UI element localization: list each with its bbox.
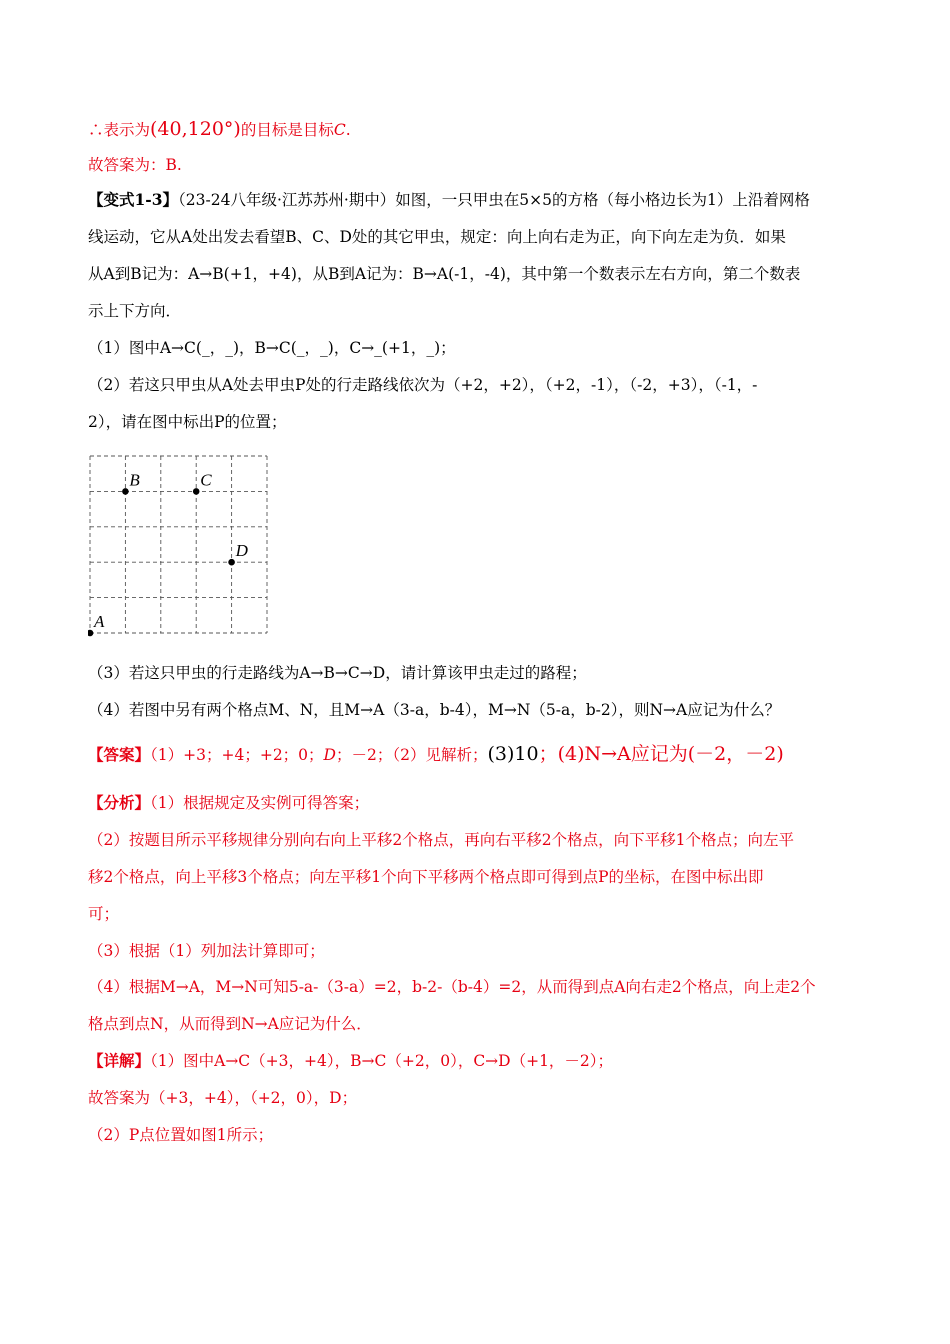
conclusion-prefix: ∴表示为	[88, 121, 151, 139]
answer-part-4: ；(4)N→A应记为(－2，－2)	[538, 743, 784, 765]
detail-line-2: 故答案为（+3，+4），（+2，0），D；	[88, 1089, 358, 1107]
answer-part-1: （1）+3；+4；+2；0；	[150, 746, 324, 764]
grid-point-c	[193, 488, 200, 495]
analysis-line-4: 可；	[88, 905, 120, 923]
detail-line-1	[88, 1050, 613, 1072]
answer-tag: 【答案】	[88, 745, 151, 764]
analysis-line-3: 移2个格点，向上平移3个格点；向左平移1个向下平移两个格点即可得到点P的坐标，在图中标出即	[88, 868, 764, 886]
analysis-line-1	[88, 792, 369, 814]
answer-b-line: 故答案为：B.	[88, 156, 182, 174]
grid-label-a: A	[94, 612, 105, 631]
conclusion-line	[88, 118, 351, 141]
grid-figure	[88, 454, 278, 638]
question-2-line-1: （2）若这只甲虫从A处去甲虫P处的行走路线依次为（+2，+2），（+2，-1），（-2，+3），（-1，-	[88, 376, 758, 394]
grid-label-d: D	[235, 541, 248, 561]
question-1: （1）图中A→C(_，_)，B→C(_，_)，C→_(+1，_)；	[88, 339, 456, 357]
conclusion-end: .	[345, 121, 351, 139]
problem-intro-line-1	[88, 189, 810, 211]
analysis-line-6: （4）根据M→A，M→N可知5-a-（3-a）=2，b-2-（b-4）=2，从而得到点A向右走2个格点，向上走2个	[88, 978, 816, 996]
grid-point-d	[228, 559, 235, 566]
detail-text-1: （1）图中A→C（+3，+4），B→C（+2，0），C→D（+1，－2）；	[150, 1052, 614, 1070]
problem-intro-line-2: 线运动，它从A处出发去看望B、C、D处的其它甲虫，规定：向上向右走为正，向下向左走为负．如果	[88, 228, 786, 246]
question-4: （4）若图中另有两个格点M、N，且M→A（3-a，b-4），M→N（5-a，b-2），则N→A应记为什么？	[88, 701, 781, 719]
detail-tag: 【详解】	[88, 1051, 151, 1070]
problem-intro-1: （23-24八年级·江苏苏州·期中）如图，一只甲虫在5×5的方格（每小格边长为1）上沿着网格	[178, 191, 810, 209]
analysis-line-2: （2）按题目所示平移规律分别向右向上平移2个格点，再向右平移2个格点，向下平移1个格点；向左平	[88, 831, 794, 849]
analysis-line-7: 格点到点N，从而得到N→A应记为什么．	[88, 1015, 372, 1033]
question-3: （3）若这只甲虫的行走路线为A→B→C→D，请计算该甲虫走过的路程；	[88, 664, 587, 682]
conclusion-coord: (40,120°)	[150, 118, 241, 140]
grid-point-a	[88, 630, 93, 637]
conclusion-target: C	[333, 121, 346, 139]
grid-point-b	[122, 488, 129, 495]
detail-line-3: （2）P点位置如图1所示；	[88, 1126, 274, 1144]
analysis-tag: 【分析】	[88, 793, 151, 812]
grid-points	[88, 470, 249, 636]
answer-line	[88, 743, 784, 766]
problem-tag: 【变式1-3】	[88, 190, 179, 209]
answer-part-1-end: ；－2；（2）见解析；	[335, 746, 488, 764]
analysis-line-5: （3）根据（1）列加法计算即可；	[88, 942, 325, 960]
question-2-line-2: 2），请在图中标出P的位置；	[88, 413, 287, 431]
answer-part-1-d: D	[323, 746, 336, 764]
conclusion-suffix: 的目标是目标	[240, 121, 334, 139]
grid-label-b: B	[129, 470, 140, 490]
answer-part-3: (3)10	[487, 743, 539, 765]
problem-intro-line-3: 从A到B记为：A→B(+1，+4)，从B到A记为：B→A(-1，-4)，其中第一个数表示左右方向，第二个数表	[88, 265, 801, 283]
analysis-text-1: （1）根据规定及实例可得答案；	[150, 794, 370, 812]
problem-intro-line-4: 示上下方向．	[88, 302, 182, 320]
grid-label-c: C	[200, 470, 212, 490]
